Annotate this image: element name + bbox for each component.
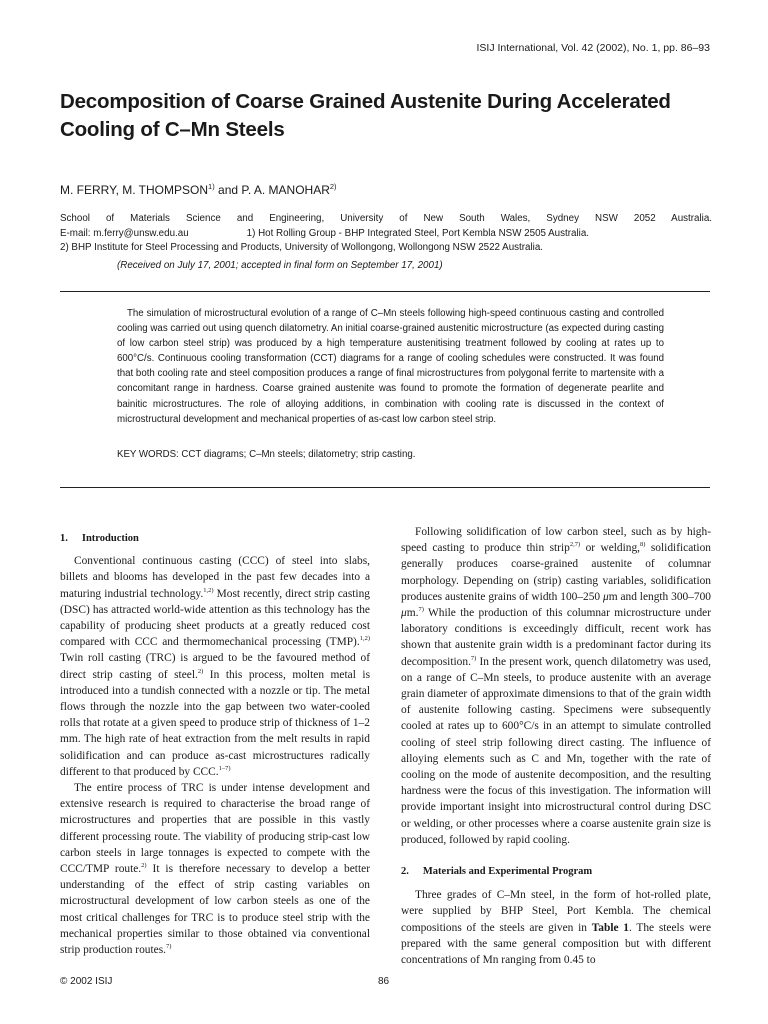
author-list: [60, 182, 337, 197]
affiliation-line-3: 2) BHP Institute for Steel Processing and Products, University of Wollongong, Wollongong NSW 2522 Australia.: [60, 242, 544, 253]
author-names-2: and P. A. MANOHAR: [214, 183, 330, 197]
rule-top: [60, 291, 710, 292]
paragraph: The entire process of TRC is under intense development and extensive research is required to characterise the broad range of microstructures and properties that are possible in this vastly different processing route. The viability of producing strip-cast low carbon steels in large tonnages is expected to compete with the CCC/TMP route.$^{2)}$ It is therefore necessary to develop a better understanding of the effect of strip casting variables on microstructural development of low carbon steels as one of the most critical challenges for TRC is to produce steel strip with the mechanical properties similar to those obtained via conventional strip production routes.$^{7)}$: [60, 782, 370, 957]
section-title: Introduction: [81, 533, 139, 544]
column-right: [401, 524, 711, 968]
section-heading-1: [60, 531, 370, 547]
copyright: © 2002 ISIJ: [60, 976, 113, 987]
paper-title: Decomposition of Coarse Grained Austenite During Accelerated Cooling of C–Mn Steels: [60, 90, 671, 141]
author-email: E-mail: m.ferry@unsw.edu.au: [60, 227, 189, 239]
rule-bottom: [60, 487, 710, 488]
received-dates: (Received on July 17, 2001; accepted in final form on September 17, 2001): [117, 260, 443, 271]
page-number: 86: [378, 976, 390, 987]
affiliation-1: 1) Hot Rolling Group - BHP Integrated Steel, Port Kembla NSW 2505 Australia.: [246, 227, 589, 239]
paragraph: Following solidification of low carbon steel, such as by high-speed casting to produce thin strip$^{2,7)}$ or welding,$^{8)}$ solidification generally produces coarse-grained austenite of columnar morphology. Depending on (strip) casting variables, solidification produces austenite grains of width 100–250 μm and length 300–700 μm.$^{7)}$ While the production of this columnar microstructure under laboratory conditions is exceedingly difficult, recent work has shown that austenite grain width is a predominant factor during its decomposition.$^{7)}$ In the present work, quench dilatometry was used, on a range of C–Mn steels, to produce austenite with an average grain diameter of approximate dimensions to that of the grain width of austenite following casting. Specimens were subsequently cooled at rates up to 600°C/s in an attempt to simulate controlled cooling of steel strip following direct casting. The influence of alloying elements such as C and Mn, together with the rate of cooling on the mode of austenite decomposition, and the resulting hardness were the focus of this investigation. The information will provide important insight into microstructural control during DSC or welding, or other processes where a coarse austenite grain size is produced, followed by rapid cooling.: [401, 526, 711, 846]
keywords: KEY WORDS: CCT diagrams; C–Mn steels; dilatometry; strip casting.: [117, 449, 416, 460]
section-number: 1.: [60, 533, 68, 544]
affiliation-line-1: School of Materials Science and Engineering, University of New South Wales, Sydney NSW 2052 Australia.: [60, 213, 712, 224]
section-number: 2.: [401, 866, 409, 878]
column-left: [60, 524, 370, 958]
author-affil-sup: 1): [208, 182, 215, 191]
paragraph: Three grades of C–Mn steel, in the form of hot-rolled plate, were supplied by BHP Steel, Port Kembla. The chemical compositions of the steels are given in Table 1. The steels were prepared with the same general composition but with different concentrations of Mn ranging from 0.45 to: [401, 889, 711, 967]
author-names: M. FERRY, M. THOMPSON: [60, 183, 209, 197]
abstract: The simulation of microstructural evolution of a range of C–Mn steels following high-speed continuous casting and controlled cooling was carried out using quench dilatometry. An initial coarse-grained austenitic microstructure (as expected during casting of low carbon steel strip) was produced by a high temperature austenitising treatment followed by cooling at rates up to 600°C/s. Continuous cooling transformation (CCT) diagrams for a range of cooling schedules were constructed. It was found that both cooling rate and steel composition produces a range of final microstructures from polygonal ferrite to martensite with a concomitant range in hardness. Coarse grained austenite was found to promote the formation of degenerate pearlite and bainitic microstructures. The role of alloying additions, in combination with cooling rate is discussed in the context of microstructural development and mechanical properties of as-cast low carbon steel strip.: [117, 308, 664, 425]
paragraph: Conventional continuous casting (CCC) of steel into slabs, billets and blooms has developed in the past few decades into a maturing industrial technology.$^{1,2)}$ Most recently, direct strip casting (DSC) has attracted world-wide attention as this technology has the capability of producing sheet products at a greatly reduced cost compared with CCC and thermomechanical processing (TMP).$^{1,2)}$ Twin roll casting (TRC) is argued to be the favoured method of direct strip casting of steel.$^{2)}$ In this process, molten metal is introduced into a tundish connected with a nozzle or tip. The metal flows through the nozzle into the gap between two water-cooled rolls that rotate at a given speed to produce strip of thickness of 1–2 mm. The high rate of heat extraction from the melt results in rapid solidification and can produce as-cast microstructures radically different to that produced by CCC.$^{1-7)}$: [60, 555, 370, 778]
section-heading-2: [401, 864, 711, 880]
journal-citation: ISIJ International, Vol. 42 (2002), No. 1, pp. 86–93: [476, 42, 710, 54]
section-title: Materials and Experimental Program: [422, 866, 593, 878]
author-affil-sup-2: 2): [329, 182, 337, 191]
table-reference: Table 1: [591, 921, 629, 934]
affiliations: [60, 212, 712, 256]
affiliation-line-2: [60, 227, 712, 242]
